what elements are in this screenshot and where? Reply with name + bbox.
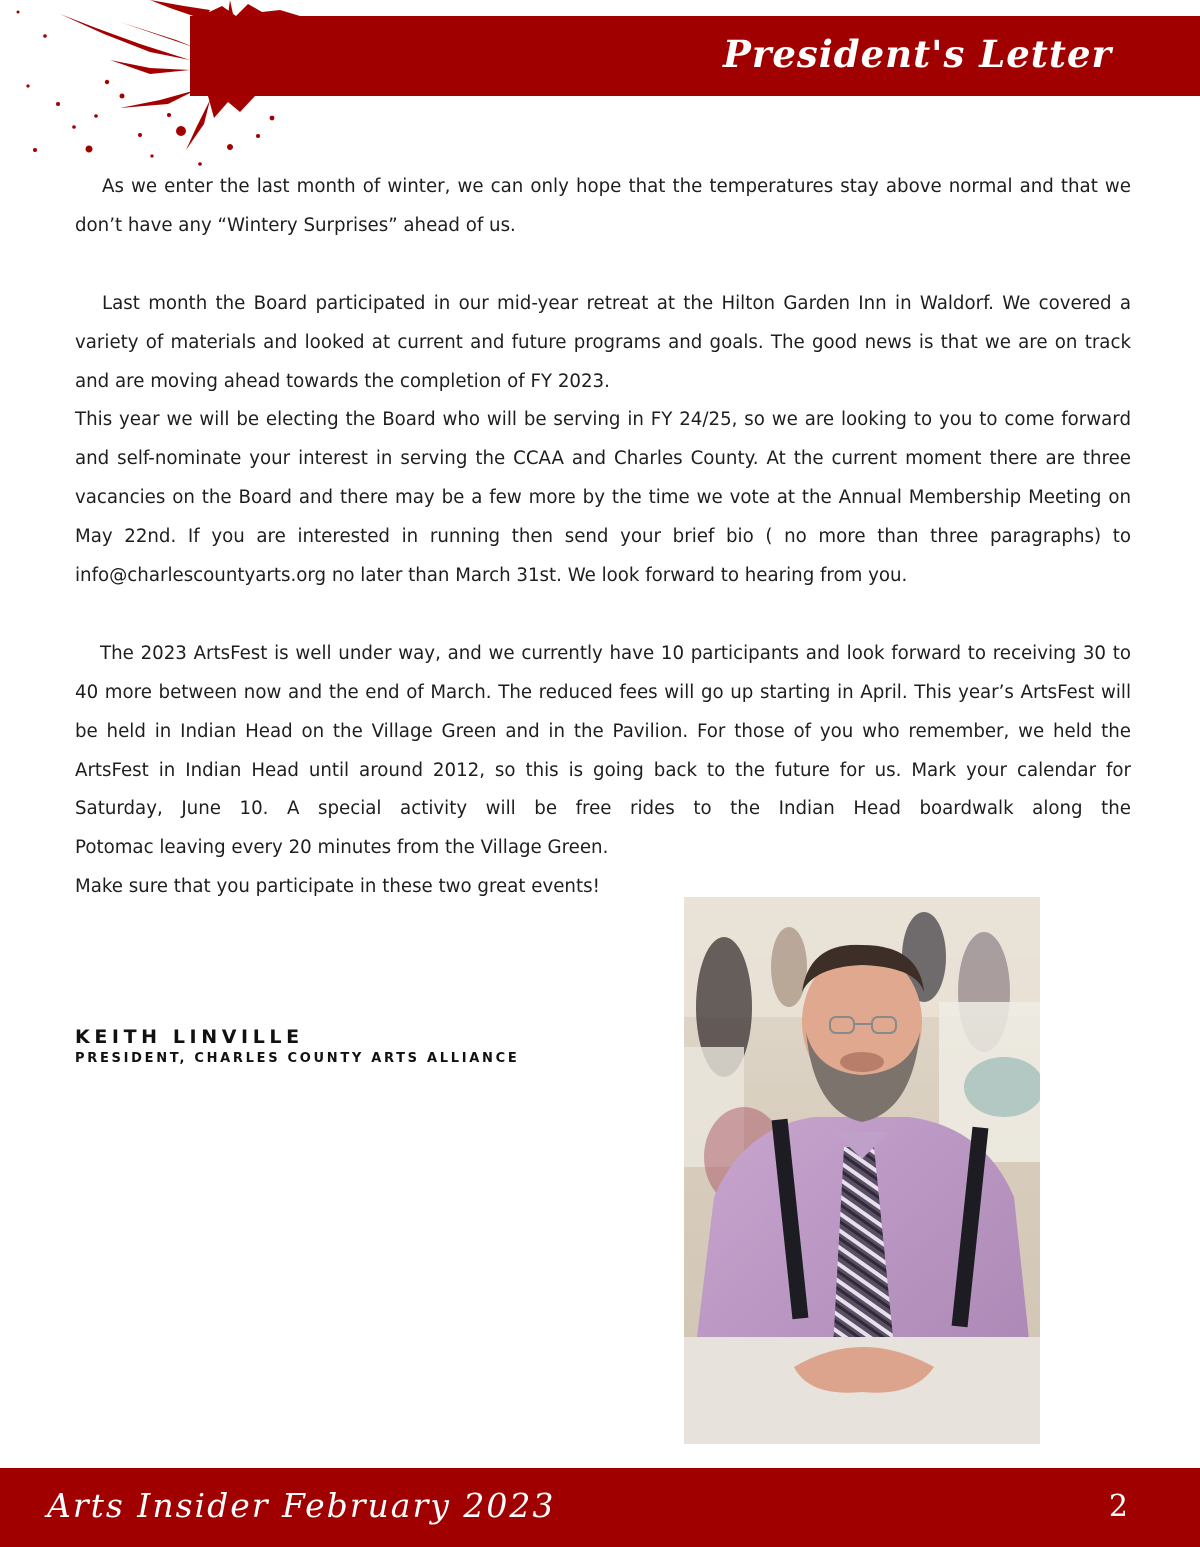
letter-paragraph: Last month the Board participated in our mid-year retreat at the Hilton Garden Inn in Waldorf. We covered a variety of materials and looked at current and future programs and goals. The good news is that we are on track and are moving ahead towards the completion of FY 2023. [75,292,1131,392]
letter-paragraph: The 2023 ArtsFest is well under way, and we currently have 10 participants and look forward to receiving 30 to 40 more between now and the end of March. The reduced fees will go up starting in April. This year’s ArtsFest will be held in Indian Head on the Village Green and in the Pavilion. For those of you who remember, we held the ArtsFest in Indian Head until around 2012, so this is going back to the future for us. Mark your calendar for Saturday, June 10. A special activity will be free rides to the Indian Head boardwalk along the [75,642,1131,820]
page-number: 2 [1108,1489,1128,1524]
signature-block [75,1026,519,1066]
footer-title: Arts Insider February 2023 [47,1486,556,1525]
signature-title: PRESIDENT, CHARLES COUNTY ARTS ALLIANCE [75,1051,520,1066]
letter-paragraph: As we enter the last month of winter, we can only hope that the temperatures stay above normal and that we don’t have any “Wintery Surprises” ahead of us. [75,176,1131,236]
letter-body [75,168,1131,907]
letter-paragraph: Potomac leaving every 20 minutes from the Village Green. [75,837,609,859]
letter-paragraph: This year we will be electing the Board who will be serving in FY 24/25, so we are looking to you to come forward and self-nominate your interest in serving the CCAA and Charles County. At the current moment there are three vacancies on the Board and there may be a few more by the time we vote at the Annual Membership Meeting on May 22nd. If you are interested in running then send your brief bio ( no more than three paragraphs) to info@charlescountyarts.org no later than March 31st. We look forward to hearing from you. [75,409,1131,587]
signature-name: KEITH LINVILLE [75,1026,304,1048]
letter-paragraph: Make sure that you participate in these two great events! [75,876,600,898]
president-portrait-photo [684,897,1040,1444]
page-title: President's Letter [723,32,1112,76]
